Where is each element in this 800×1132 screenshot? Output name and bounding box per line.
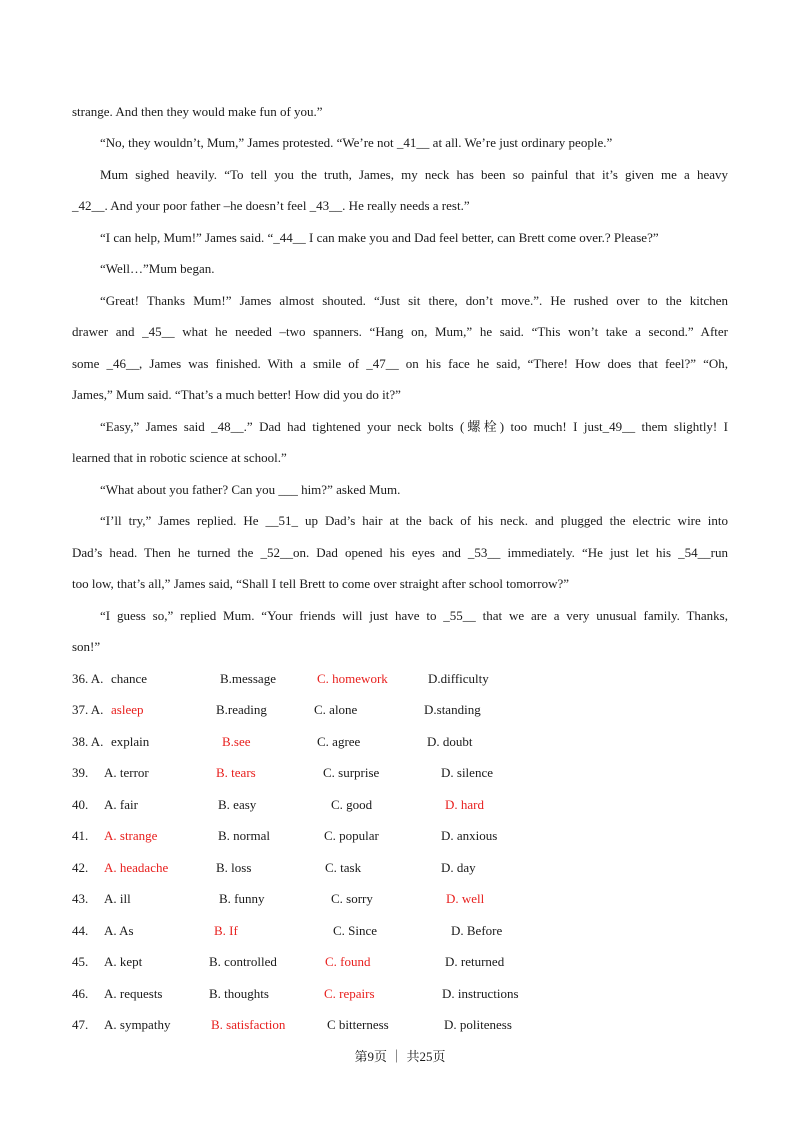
question-39-option-c: C. surprise: [323, 765, 380, 780]
passage-line-4: _42__. And your poor father –he doesn’t feel _43__. He really needs a rest.”: [72, 198, 470, 213]
question-40-number: 40.: [72, 797, 89, 812]
passage-line-8: drawer and _45__ what he needed –two spanners. “Hang on, Mum,” he said. “This won’t take a second.” After: [72, 324, 728, 339]
passage-line-18: son!”: [72, 639, 101, 654]
question-43-number: 43.: [72, 891, 89, 906]
passage-line-11: “Easy,” James said _48__.” Dad had tightened your neck bolts (螺栓) too much! I just_49__ them slightly! I: [100, 419, 728, 434]
question-36-option-b: B.message: [220, 671, 276, 686]
question-37-option-a: asleep: [111, 702, 144, 717]
question-43-option-b: B. funny: [219, 891, 265, 906]
question-42-option-b: B. loss: [216, 860, 252, 875]
passage-line-3: Mum sighed heavily. “To tell you the truth, James, my neck has been so painful that it’s given me a heavy: [100, 167, 728, 182]
question-38-option-b: B.see: [222, 734, 251, 749]
question-36-option-a: chance: [111, 671, 148, 686]
question-37-option-d: D.standing: [424, 702, 481, 717]
question-45-option-d: D. returned: [445, 954, 505, 969]
question-37-option-b: B.reading: [216, 702, 267, 717]
question-41-option-d: D. anxious: [441, 828, 498, 843]
question-40-option-b: B. easy: [218, 797, 257, 812]
passage-line-17: “I guess so,” replied Mum. “Your friends will just have to _55__ that we are a very unusual family. Thanks,: [100, 608, 728, 623]
question-42-option-c: C. task: [325, 860, 362, 875]
question-41-option-a: A. strange: [104, 828, 158, 843]
question-43-option-a: A. ill: [104, 891, 131, 906]
question-44-option-a: A. As: [104, 923, 134, 938]
question-40-option-a: A. fair: [104, 797, 138, 812]
question-46-number: 46.: [72, 986, 89, 1001]
passage-line-9: some _46__, James was finished. With a smile of _47__ on his face he said, “There! How does that feel?” “Oh,: [72, 356, 728, 371]
question-36-option-d: D.difficulty: [428, 671, 489, 686]
question-37-number: 37. A.: [72, 702, 104, 717]
question-42-option-d: D. day: [441, 860, 476, 875]
question-44-option-b: B. If: [214, 923, 238, 938]
question-46-option-b: B. thoughts: [209, 986, 269, 1001]
question-39-option-b: B. tears: [216, 765, 256, 780]
passage-line-10: James,” Mum said. “That’s a much better! How did you do it?”: [72, 387, 401, 402]
question-40-option-c: C. good: [331, 797, 373, 812]
page-number-footer: 第9页 ｜ 共25页: [354, 1049, 446, 1064]
question-39-option-a: A. terror: [104, 765, 149, 780]
question-44-option-d: D. Before: [451, 923, 503, 938]
question-47-option-d: D. politeness: [444, 1017, 512, 1032]
question-43-option-c: C. sorry: [331, 891, 373, 906]
question-43-option-d: D. well: [446, 891, 485, 906]
passage-line-6: “Well…”Mum began.: [100, 261, 215, 276]
question-39-number: 39.: [72, 765, 89, 780]
passage-line-7: “Great! Thanks Mum!” James almost shouted. “Just sit there, don’t move.”. He rushed over to the kitchen: [100, 293, 728, 308]
passage-line-12: learned that in robotic science at school.”: [72, 450, 287, 465]
question-47-option-b: B. satisfaction: [211, 1017, 286, 1032]
question-47-number: 47.: [72, 1017, 89, 1032]
question-46-option-c: C. repairs: [324, 986, 375, 1001]
question-45-option-a: A. kept: [104, 954, 143, 969]
question-41-option-b: B. normal: [218, 828, 270, 843]
passage-line-13: “What about you father? Can you ___ him?” asked Mum.: [100, 482, 401, 497]
question-36-number: 36. A.: [72, 671, 104, 686]
passage-line-15: Dad’s head. Then he turned the _52__on. Dad opened his eyes and _53__ immediately. “He just let his _54__run: [72, 545, 728, 560]
question-36-option-c: C. homework: [317, 671, 388, 686]
question-45-number: 45.: [72, 954, 89, 969]
passage-line-14: “I’ll try,” James replied. He __51_ up Dad’s hair at the back of his neck. and plugged the electric wire into: [100, 513, 728, 528]
passage-line-16: too low, that’s all,” James said, “Shall I tell Brett to come over straight after school tomorrow?”: [72, 576, 569, 591]
question-42-number: 42.: [72, 860, 89, 875]
question-39-option-d: D. silence: [441, 765, 493, 780]
passage-line-2: “No, they wouldn’t, Mum,” James protested. “We’re not _41__ at all. We’re just ordinary people.”: [100, 135, 613, 150]
question-47-option-a: A. sympathy: [104, 1017, 171, 1032]
question-44-number: 44.: [72, 923, 89, 938]
question-46-option-a: A. requests: [104, 986, 163, 1001]
question-45-option-c: C. found: [325, 954, 371, 969]
question-41-number: 41.: [72, 828, 89, 843]
question-40-option-d: D. hard: [445, 797, 484, 812]
passage-line-1: strange. And then they would make fun of you.”: [72, 104, 323, 119]
question-37-option-c: C. alone: [314, 702, 358, 717]
question-46-option-d: D. instructions: [442, 986, 519, 1001]
question-38-number: 38. A.: [72, 734, 104, 749]
question-38-option-d: D. doubt: [427, 734, 473, 749]
question-38-option-c: C. agree: [317, 734, 361, 749]
question-42-option-a: A. headache: [104, 860, 169, 875]
question-38-option-a: explain: [111, 734, 150, 749]
question-44-option-c: C. Since: [333, 923, 378, 938]
question-45-option-b: B. controlled: [209, 954, 277, 969]
question-41-option-c: C. popular: [324, 828, 379, 843]
passage-line-5: “I can help, Mum!” James said. “_44__ I can make you and Dad feel better, can Brett come over.? Please?”: [100, 230, 659, 245]
question-47-option-c: C bitterness: [327, 1017, 389, 1032]
